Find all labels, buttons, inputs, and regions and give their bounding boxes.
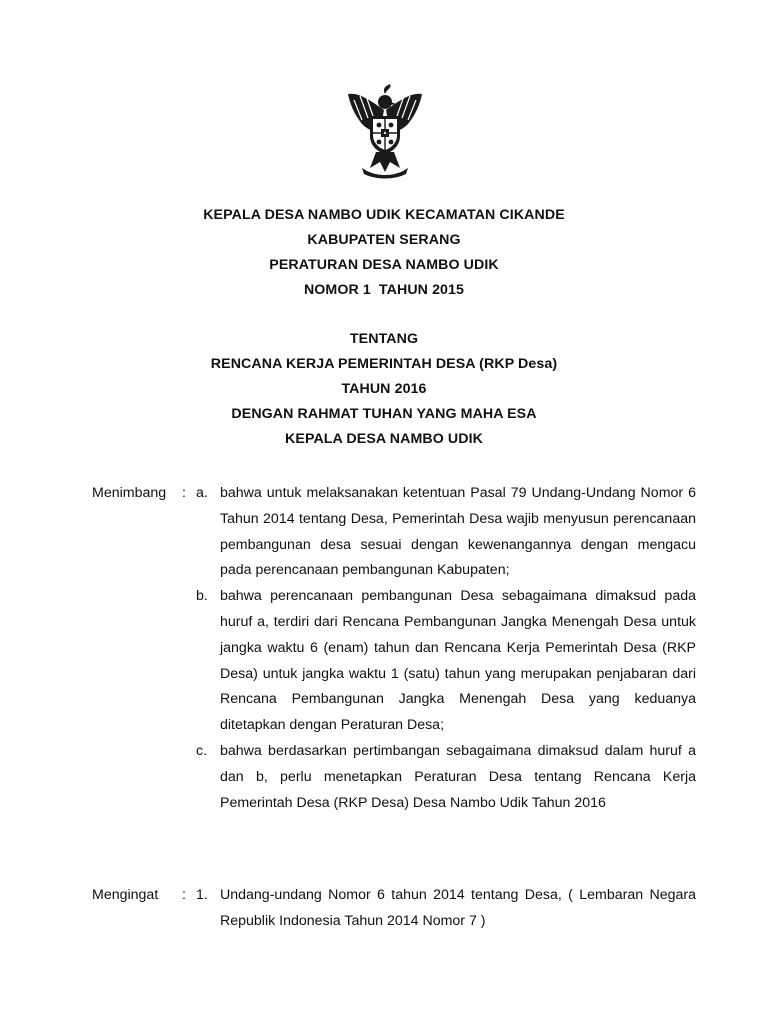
garuda-emblem (340, 80, 430, 180)
menimbang-item-c (92, 739, 696, 816)
menimbang-section (92, 481, 696, 816)
title-line-2: KABUPATEN SERANG (307, 232, 461, 248)
item-marker: b. (196, 588, 208, 605)
mengingat-colon: : (182, 887, 186, 903)
title-line-3: PERATURAN DESA NAMBO UDIK (269, 257, 499, 273)
subject-line-2: RENCANA KERJA PEMERINTAH DESA (RKP Desa) (210, 356, 558, 372)
item-text: bahwa untuk melaksanakan ketentuan Pasal 79 Undang-Undang Nomor 6 Tahun 2014 tentang Desa, Pemerintah Desa wajib menyusun perencanaan pembangunan desa sesuai dengan kewenangannya dengan mengacu pada perencanaan pembangunan Kabupaten; (220, 485, 696, 579)
item-marker: c. (196, 742, 208, 759)
menimbang-item-a (92, 481, 696, 584)
item-text: bahwa berdasarkan pertimbangan sebagaimana dimaksud dalam huruf a dan b, perlu menetapkan Peraturan Desa tentang Rencana Kerja Pemerintah Desa (RKP Desa) Desa Nambo Udik Tahun 2016 (220, 742, 696, 811)
mengingat-section (92, 883, 696, 935)
title-line-1: KEPALA DESA NAMBO UDIK KECAMATAN CIKANDE (203, 207, 565, 223)
item-marker: a. (196, 485, 208, 501)
item-text: bahwa perencanaan pembangunan Desa sebagaimana dimaksud pada huruf a, terdiri dari Rencana Pembangunan Jangka Menengah Desa untuk jangka waktu 6 (enam) tahun dan Rencana Kerja Pemerintah Desa (RKP Desa) untuk jangka waktu 1 (satu) tahun yang merupakan penjabaran dari Rencana Pembangunan Jangka Menengah Desa yang keduanya ditetapkan dengan Peraturan Desa; (220, 588, 696, 734)
garuda-pancasila-icon (340, 80, 430, 180)
subject-line-5: KEPALA DESA NAMBO UDIK (285, 431, 483, 447)
menimbang-colon: : (182, 485, 186, 501)
subject-line-4: DENGAN RAHMAT TUHAN YANG MAHA ESA (231, 406, 537, 422)
document-title (0, 203, 768, 452)
mengingat-label: Mengingat (92, 887, 159, 903)
subject-line-3: TAHUN 2016 (341, 381, 427, 397)
menimbang-item-b (92, 584, 696, 739)
mengingat-item-1 (92, 883, 696, 935)
menimbang-label: Menimbang (92, 485, 167, 501)
title-line-4: NOMOR 1 TAHUN 2015 (303, 282, 465, 298)
subject-line-1: TENTANG (349, 331, 419, 347)
item-marker: 1. (196, 887, 208, 903)
item-text: Undang-undang Nomor 6 tahun 2014 tentang Desa, ( Lembaran Negara Republik Indonesia Tahun 2014 Nomor 7 ) (220, 887, 696, 929)
